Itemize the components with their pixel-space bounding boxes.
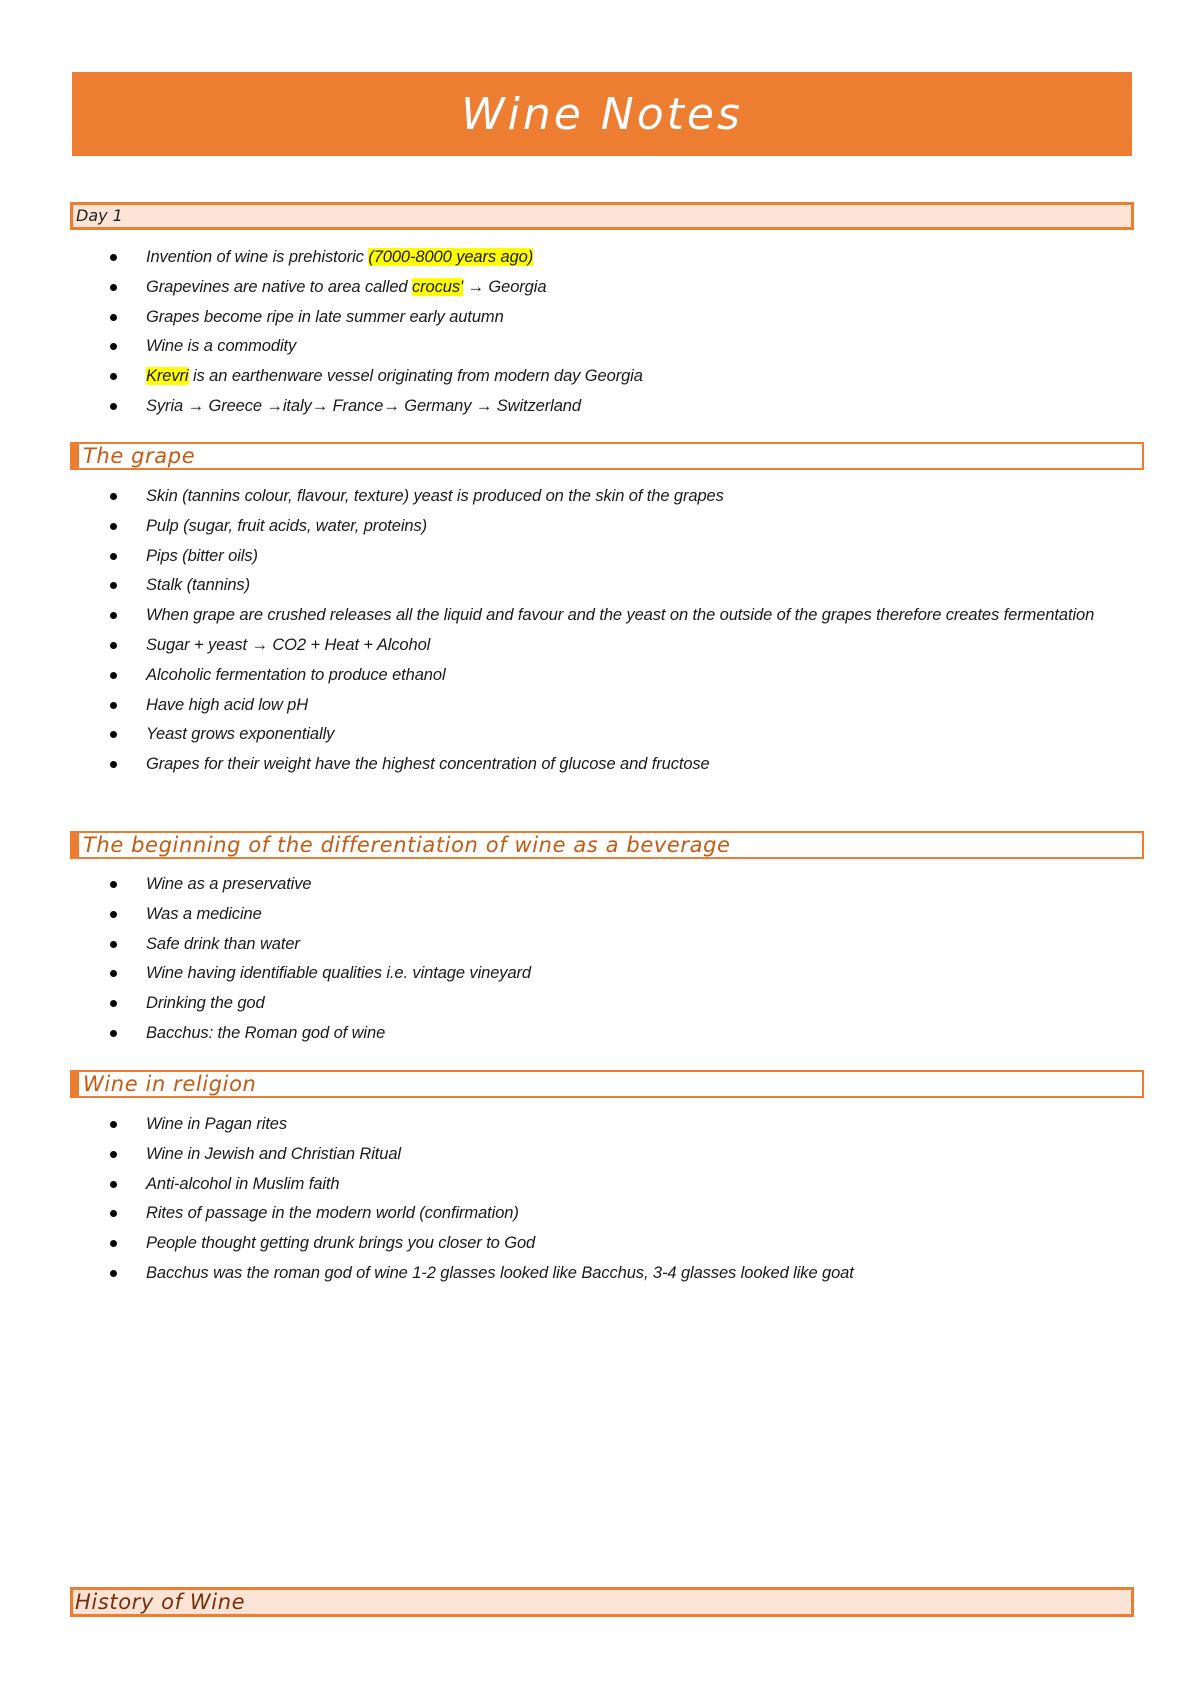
section-heading-wine-in-religion: Wine in religion (70, 1070, 1144, 1098)
bullet-icon (110, 731, 117, 738)
bullet-icon (110, 970, 117, 977)
title-banner (72, 72, 1132, 156)
bullet-icon (110, 911, 117, 918)
list-item: Bacchus: the Roman god of wine (0, 1019, 1200, 1049)
bullet-icon (110, 1030, 117, 1037)
list-item: Stalk (tannins) (0, 571, 1200, 601)
bullet-icon (110, 642, 117, 649)
list-item: Sugar + yeast → CO2 + Heat + Alcohol (0, 631, 1200, 661)
list-item: Wine having identifiable qualities i.e. vintage vineyard (0, 959, 1200, 989)
bullet-icon (110, 1270, 117, 1277)
list-item: Alcoholic fermentation to produce ethanol (0, 661, 1200, 691)
list-item: Rites of passage in the modern world (confirmation) (0, 1199, 1200, 1229)
section-heading-beverage: The beginning of the differentiation of wine as a beverage (70, 831, 1144, 859)
bullet-icon (110, 254, 117, 261)
bullet-icon (110, 1240, 117, 1247)
beverage-list (0, 870, 1200, 1049)
list-item: Skin (tannins colour, flavour, texture) yeast is produced on the skin of the grapes (0, 482, 1200, 512)
list-item: Pulp (sugar, fruit acids, water, proteins) (0, 512, 1200, 542)
list-item: Pips (bitter oils) (0, 542, 1200, 572)
list-item: Wine in Jewish and Christian Ritual (0, 1140, 1200, 1170)
highlight: crocus' (411, 277, 464, 296)
list-item: Invention of wine is prehistoric (7000-8000 years ago) (0, 243, 1200, 273)
list-item: Grapevines are native to area called crocus' → Georgia (0, 273, 1200, 303)
list-item: Have high acid low pH (0, 691, 1200, 721)
list-item: Wine as a preservative (0, 870, 1200, 900)
list-item: Wine in Pagan rites (0, 1110, 1200, 1140)
bullet-icon (110, 1181, 117, 1188)
bullet-icon (110, 523, 117, 530)
bullet-icon (110, 343, 117, 350)
bullet-icon (110, 612, 117, 619)
list-item: When grape are crushed releases all the liquid and favour and the yeast on the outside of the grapes therefore creates fermentation (0, 601, 1200, 631)
document-title: Wine Notes (461, 88, 743, 140)
bullet-icon (110, 493, 117, 500)
bullet-icon (110, 284, 117, 291)
bullet-icon (110, 403, 117, 410)
grape-list (0, 482, 1200, 780)
bullet-icon (110, 761, 117, 768)
footer-heading-history-of-wine: History of Wine (70, 1587, 1134, 1617)
bullet-icon (110, 373, 117, 380)
day-label-box: Day 1 (70, 202, 1134, 230)
highlight: (7000-8000 years ago) (368, 248, 534, 266)
list-item: Safe drink than water (0, 930, 1200, 960)
bullet-icon (110, 1121, 117, 1128)
bullet-icon (110, 1000, 117, 1007)
bullet-icon (110, 314, 117, 321)
list-item: People thought getting drunk brings you closer to God (0, 1229, 1200, 1259)
bullet-icon (110, 941, 117, 948)
bullet-icon (110, 702, 117, 709)
list-item: Grapes become ripe in late summer early autumn (0, 303, 1200, 333)
highlight: Krevri (146, 367, 189, 386)
list-item: Syria → Greece →italy→ France→ Germany → Switzerland (0, 392, 1200, 422)
bullet-icon (110, 1151, 117, 1158)
bullet-icon (110, 553, 117, 560)
list-item: Wine is a commodity (0, 332, 1200, 362)
bullet-icon (110, 582, 117, 589)
bullet-icon (110, 881, 117, 888)
bullet-icon (110, 1210, 117, 1217)
religion-list (0, 1110, 1200, 1289)
list-item: Yeast grows exponentially (0, 720, 1200, 750)
section-heading-the-grape: The grape (70, 442, 1144, 470)
list-item: Krevri is an earthenware vessel originating from modern day Georgia (0, 362, 1200, 392)
list-item: Grapes for their weight have the highest concentration of glucose and fructose (0, 750, 1200, 780)
day1-list (0, 243, 1200, 422)
list-item: Bacchus was the roman god of wine 1-2 glasses looked like Bacchus, 3-4 glasses looked like goat (0, 1259, 1200, 1289)
list-item: Drinking the god (0, 989, 1200, 1019)
list-item: Was a medicine (0, 900, 1200, 930)
bullet-icon (110, 672, 117, 679)
list-item: Anti-alcohol in Muslim faith (0, 1170, 1200, 1200)
